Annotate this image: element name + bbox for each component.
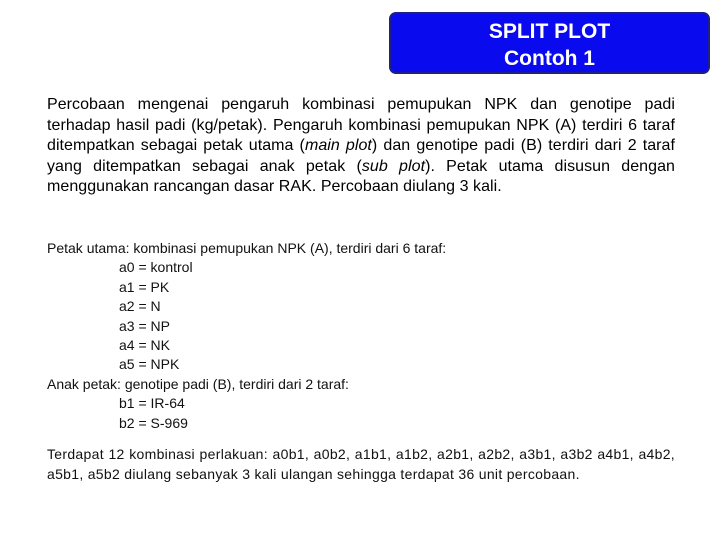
combinations-paragraph: Terdapat 12 kombinasi perlakuan: a0b1, a0b2, a1b1, a1b2, a2b1, a2b2, a3b1, a3b2 a4b1, a4b2, a5b1, a5b2 diulang sebanyak 3 kali ulangan sehingga terdapat 36 unit percobaan. xyxy=(47,446,675,482)
intro-text-2: ) dan genotipe padi (B) terdiri dari 2 taraf yang ditempatkan sebagai anak petak ( xyxy=(47,137,675,175)
title-box xyxy=(389,12,710,74)
intro-sub-plot-term: sub plot xyxy=(361,157,426,175)
main-plot-level: a3 = NP xyxy=(119,317,170,334)
intro-text-3: ). Petak utama disusun dengan menggunakan rancangan dasar RAK. Percobaan diulang 3 kali. xyxy=(47,157,675,195)
intro-paragraph xyxy=(47,95,675,198)
intro-text-1: Percobaan mengenai pengaruh kombinasi pemupukan NPK dan genotipe padi terhadap hasil padi (kg/petak). Pengaruh kombinasi pemupukan NPK (A) terdiri 6 taraf ditempatkan sebagai petak utama ( xyxy=(47,96,675,154)
sub-plot-level: b2 = S-969 xyxy=(119,414,188,431)
title-line-2: Contoh 1 xyxy=(504,47,595,70)
main-plot-level: a0 = kontrol xyxy=(119,259,193,276)
main-plot-level: a4 = NK xyxy=(119,337,170,354)
intro-main-plot-term: main plot xyxy=(304,137,372,154)
treatment-levels xyxy=(47,239,675,433)
main-plot-level: a1 = PK xyxy=(119,278,170,295)
sub-plot-level: b1 = IR-64 xyxy=(119,395,185,412)
main-plot-level: a5 = NPK xyxy=(119,356,180,373)
main-plot-heading: Petak utama: kombinasi pemupukan NPK (A), terdiri dari 6 taraf: xyxy=(47,240,447,256)
title-line-1: SPLIT PLOT xyxy=(488,20,611,43)
main-plot-level: a2 = N xyxy=(119,298,161,315)
sub-plot-heading: Anak petak: genotipe padi (B), terdiri dari 2 taraf: xyxy=(47,375,349,392)
